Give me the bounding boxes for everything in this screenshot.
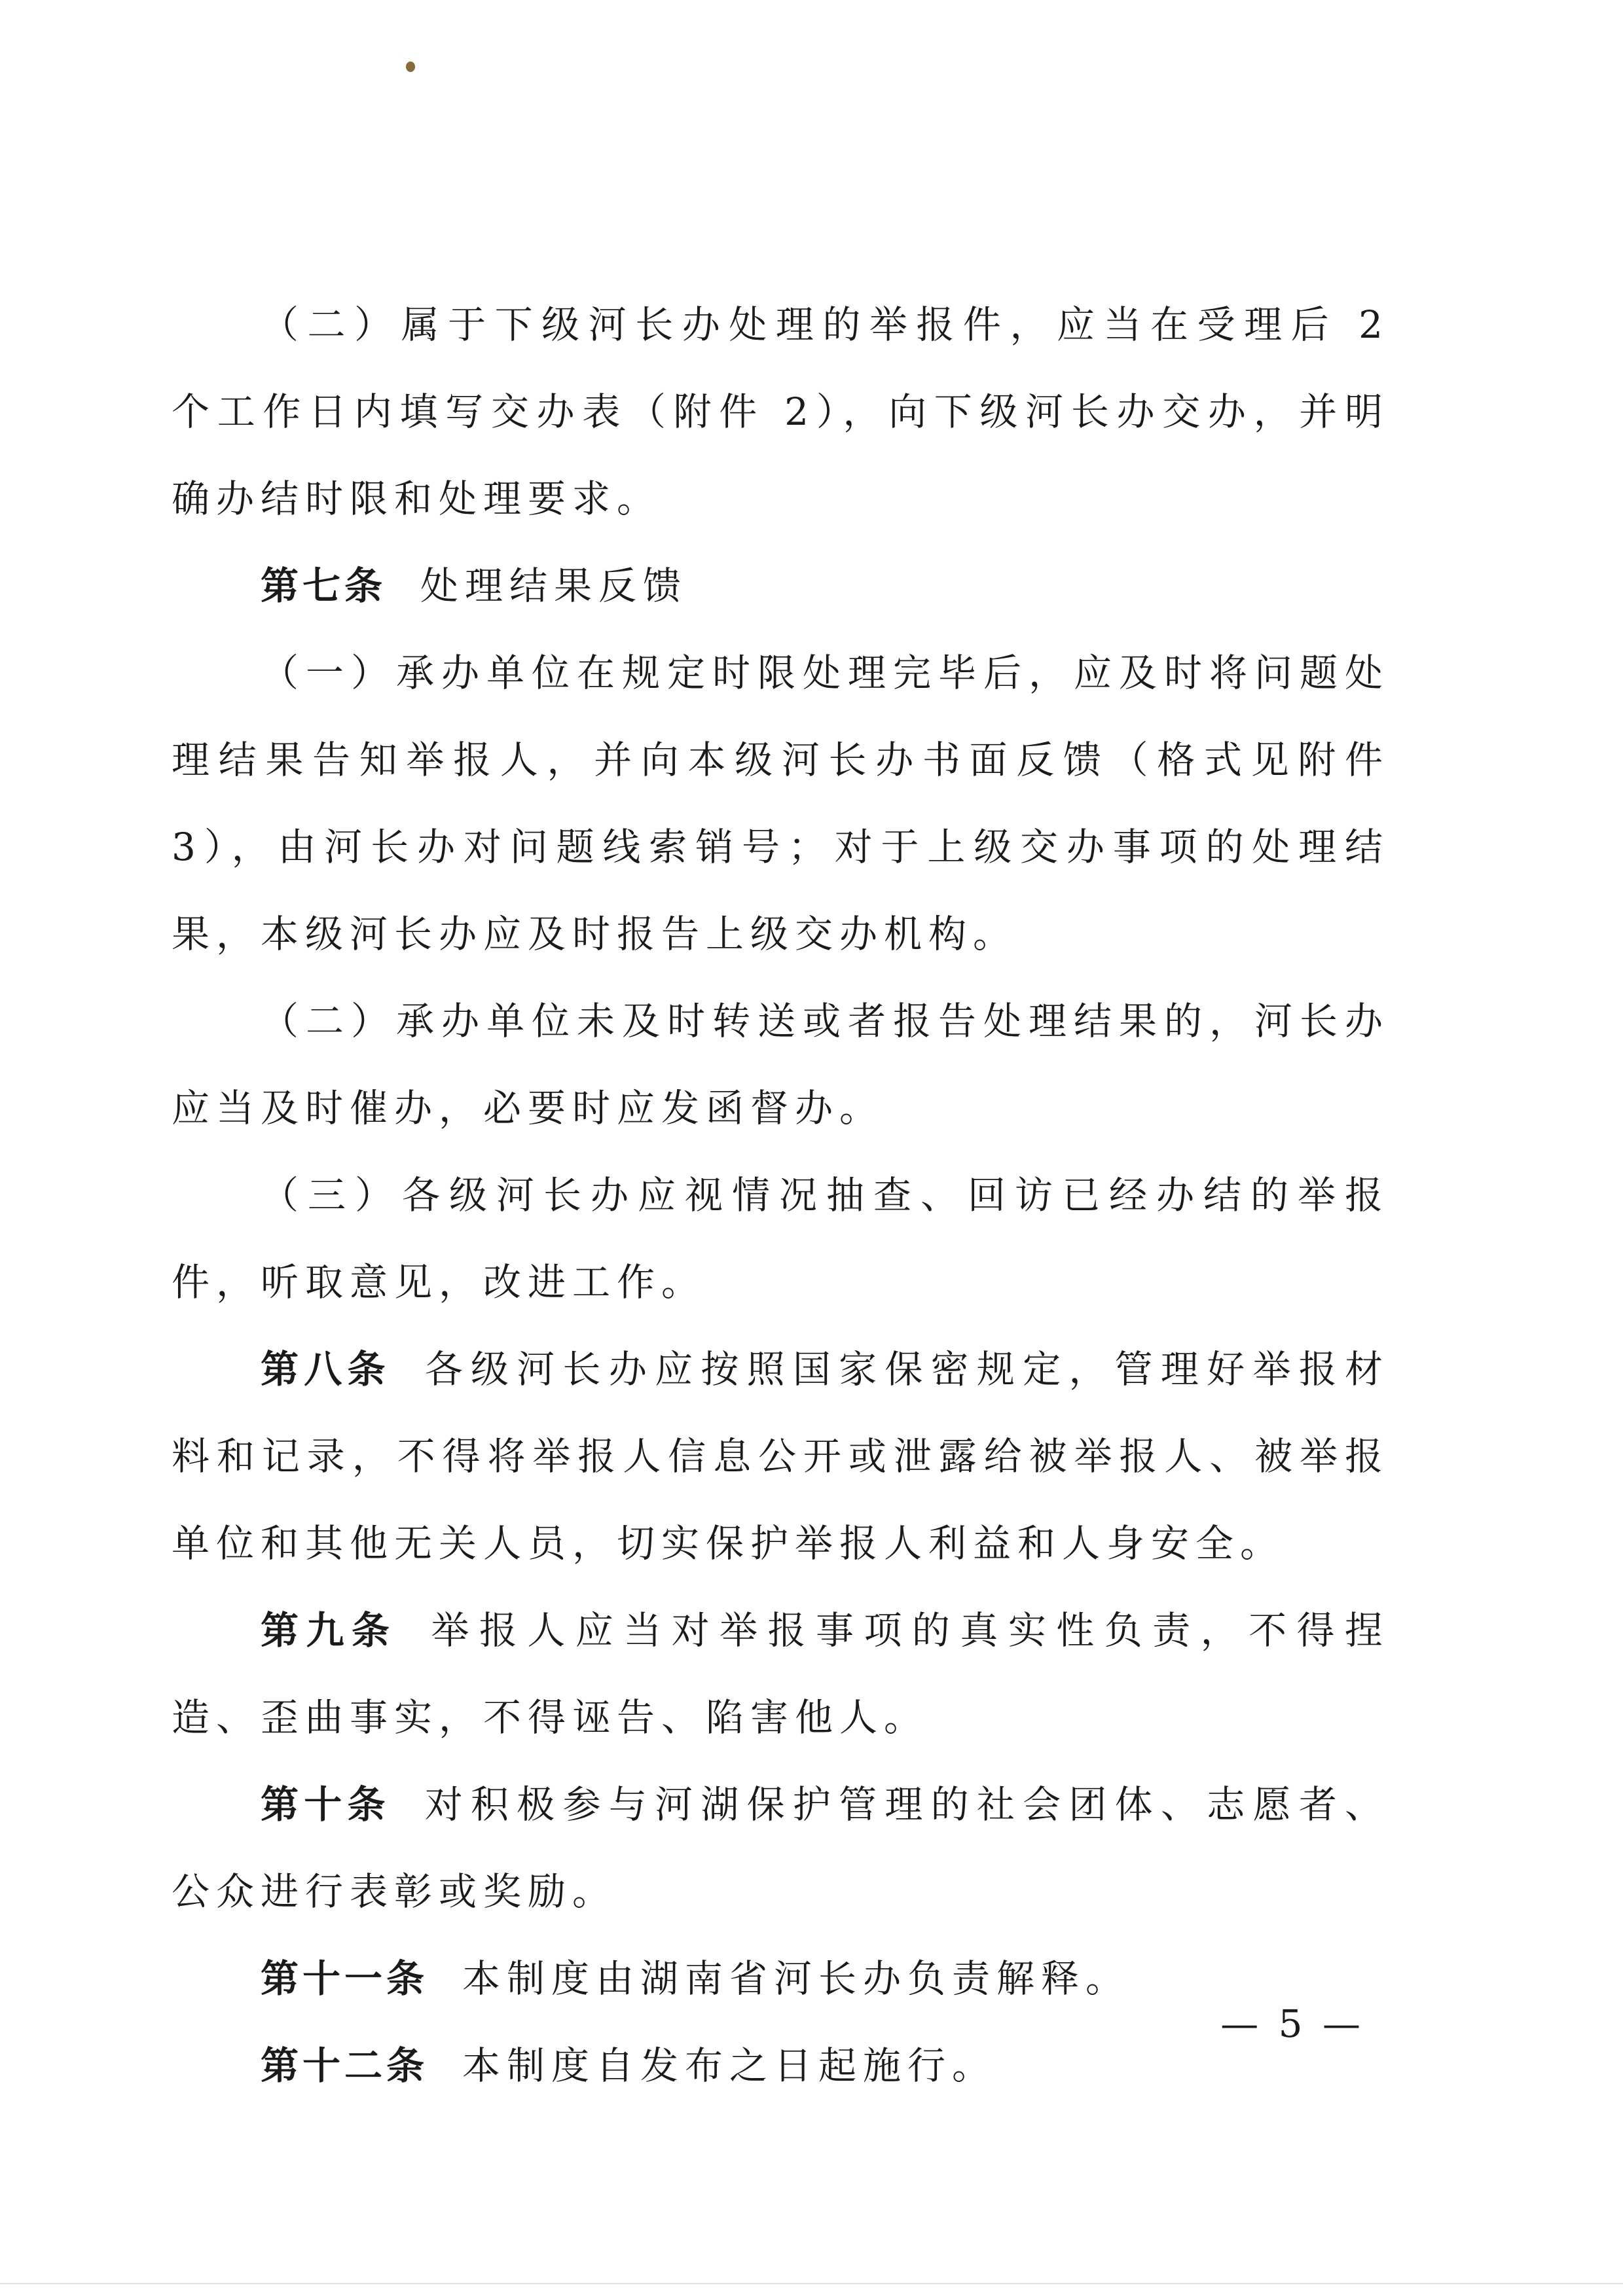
paragraph-text: （一）承办单位在规定时限处理完毕后，应及时将问题处理结果告知举报人，并向本级河长办书面反馈（格式见附件 3），由河长办对问题线索销号；对于上级交办事项的处理结果，本级河长办应及时报告上级交办机构。 xyxy=(172,651,1389,956)
article-heading: 第十条 xyxy=(261,1782,391,1827)
scan-edge-line xyxy=(0,2283,1623,2284)
page-number: — 5 — xyxy=(1220,2001,1364,2046)
paragraph-text: 举报人应当对举报事项的真实性负责，不得捏造、歪曲事实，不得诬告、陷害他人。 xyxy=(172,1608,1389,1740)
paragraph-article-9 xyxy=(172,1587,1389,1761)
paragraph-text: 处理结果反馈 xyxy=(420,564,688,608)
article-heading: 第七条 xyxy=(261,564,387,608)
paragraph-article-10 xyxy=(172,1761,1389,1935)
paragraph-text: 各级河长办应按照国家保密规定，管理好举报材料和记录，不得将举报人信息公开或泄露给被举报人、被举报单位和其他无关人员，切实保护举报人利益和人身安全。 xyxy=(172,1347,1389,1566)
paragraph-text: （三）各级河长办应视情况抽查、回访已经办结的举报件，听取意见，改进工作。 xyxy=(172,1173,1389,1304)
paragraph-text: 本制度自发布之日起施行。 xyxy=(462,2043,997,2088)
article-heading: 第八条 xyxy=(261,1347,391,1391)
paragraph-article-7 xyxy=(172,543,1389,630)
paragraph-article-7-item-2 xyxy=(172,978,1389,1152)
paragraph-article-12 xyxy=(172,2022,1389,2109)
paragraph-text: 对积极参与河湖保护管理的社会团体、志愿者、公众进行表彰或奖励。 xyxy=(172,1782,1389,1914)
article-heading: 第十二条 xyxy=(261,2043,429,2088)
article-heading: 第九条 xyxy=(261,1608,397,1653)
paragraph-text: 本制度由湖南省河长办负责解释。 xyxy=(462,1956,1131,2001)
paragraph-article-7-item-3 xyxy=(172,1152,1389,1326)
paragraph-article-8 xyxy=(172,1326,1389,1587)
scan-speck xyxy=(406,62,415,72)
paragraph-text: （二）承办单位未及时转送或者报告处理结果的，河长办应当及时催办，必要时应发函督办。 xyxy=(172,999,1389,1130)
paragraph-article-7-item-1 xyxy=(172,630,1389,978)
article-heading: 第十一条 xyxy=(261,1956,429,2001)
paragraph-section-2-subitem xyxy=(172,281,1389,543)
document-body xyxy=(172,281,1389,2109)
paragraph-text: （二）属于下级河长办处理的举报件，应当在受理后 2 个工作日内填写交办表（附件 2），向下级河长办交办，并明确办结时限和处理要求。 xyxy=(172,302,1389,521)
paragraph-article-11 xyxy=(172,1935,1389,2022)
